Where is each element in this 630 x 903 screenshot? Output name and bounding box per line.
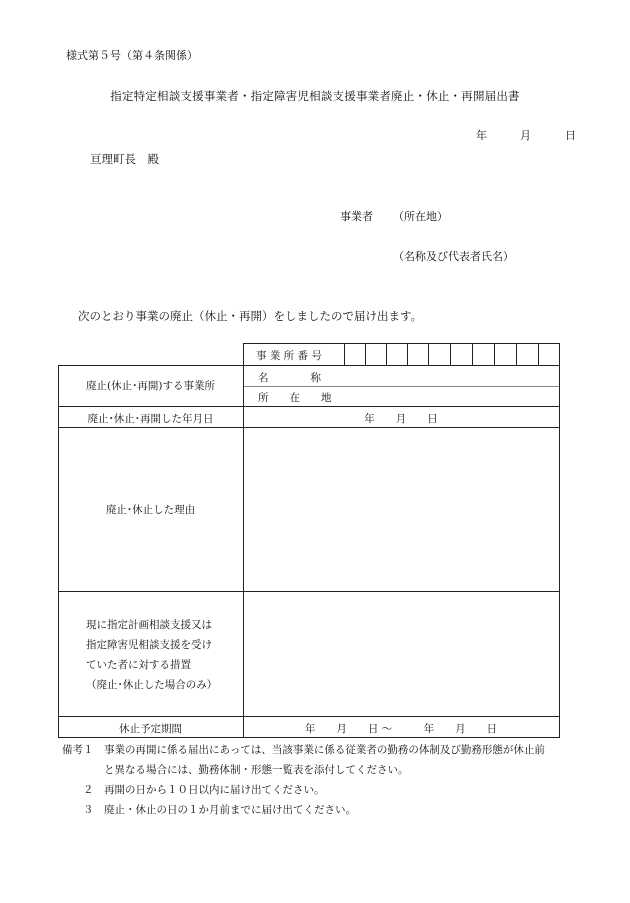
form-number: 様式第５号（第４条関係）: [66, 49, 198, 62]
measures-line: 現に指定計画相談支援又は: [86, 619, 212, 631]
office-row-label: 廃止(休止･再開)する事業所: [86, 380, 215, 392]
addressee: 亘理町長 殿: [90, 152, 159, 166]
applicant-address-label: （所在地）: [393, 210, 448, 223]
date-month-label: 月: [520, 129, 531, 142]
note-line: と異なる場合には、勤務体制・形態一覧表を添付してください。: [62, 764, 409, 776]
office-number-label: 事 業 所 番 号: [256, 350, 322, 362]
measures-line: ていた者に対する措置: [86, 659, 191, 671]
suspension-period-label: 休止予定期間: [119, 723, 182, 735]
date-day-label: 日: [565, 129, 576, 142]
office-name-label: 名 称: [258, 372, 321, 384]
office-location-label: 所 在 地: [258, 392, 332, 404]
change-date-value: 年 月 日: [364, 413, 438, 425]
applicant-label: 事業者: [340, 210, 373, 223]
measures-line: （廃止･休止した場合のみ）: [86, 679, 218, 691]
intro-text: 次のとおり事業の廃止（休止・再開）をしましたので届け出ます。: [78, 309, 423, 323]
measures-label: [86, 615, 217, 695]
note-line: ２ 再開の日から１０日以内に届け出てください。: [62, 784, 325, 796]
measures-input-area[interactable]: [244, 592, 559, 716]
change-date-label: 廃止･休止･再開した年月日: [87, 413, 214, 425]
notes: [62, 740, 545, 820]
document-title: 指定特定相談支援事業者・指定障害児相談支援事業者廃止・休止・再開届出書: [110, 89, 520, 103]
applicant-name-label: （名称及び代表者氏名）: [393, 250, 514, 263]
reason-input-area[interactable]: [244, 428, 559, 591]
measures-line: 指定障害児相談支援を受け: [86, 639, 212, 651]
note-line: 備考１ 事業の再開に係る届出にあっては、当該事業に係る従業者の勤務の体制及び勤務形態が休止前: [62, 744, 545, 756]
suspension-period-value: 年 月 日 ～ 年 月 日: [304, 723, 498, 735]
note-line: ３ 廃止・休止の日の１か月前までに届け出てください。: [62, 804, 356, 816]
reason-label: 廃止･休止した理由: [105, 504, 196, 516]
date-year-label: 年: [476, 129, 487, 142]
